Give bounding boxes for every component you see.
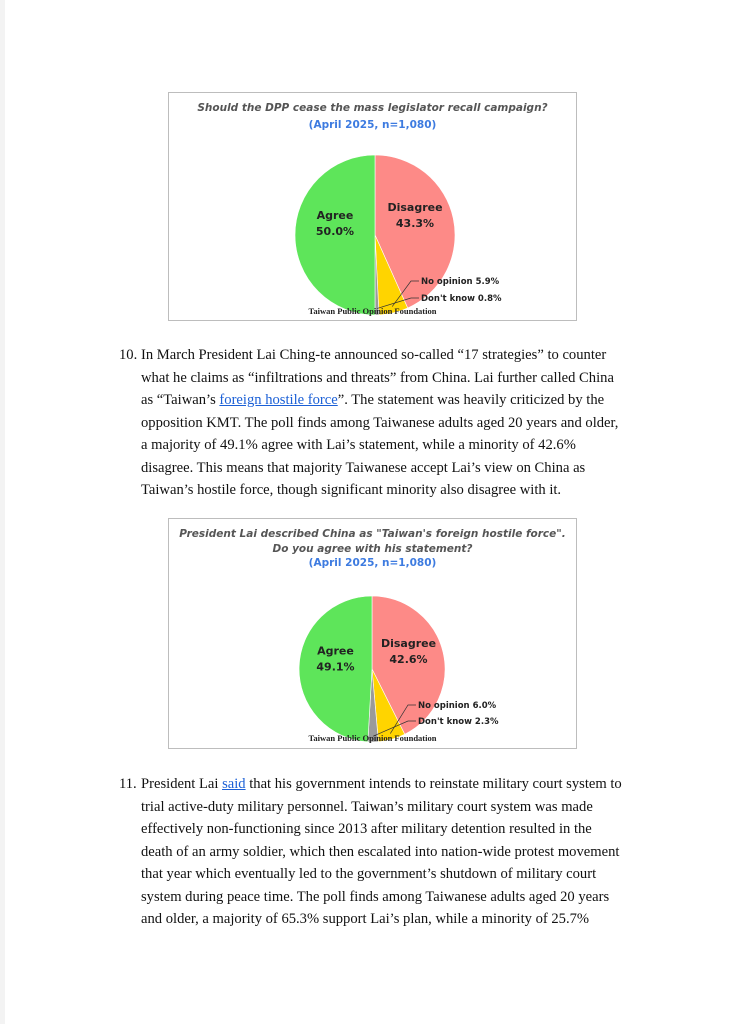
pie-svg — [169, 93, 576, 320]
chart-title: Should the DPP cease the mass legislator recall campaign? — [197, 102, 548, 114]
text-line: death of an army soldier, which then escalated into nation-wide protest movement — [141, 843, 620, 860]
slice-label: Disagree — [380, 637, 437, 651]
hostile-force-pie-chart — [168, 518, 577, 749]
callout-label: No opinion 5.9% — [421, 277, 500, 287]
text-line: system during peace time. The poll finds among Taiwanese adults aged 20 years — [141, 888, 610, 905]
chart-title-line-1: President Lai described China as "Taiwan's foreign hostile force". — [179, 528, 566, 540]
text-line: what he claims as “infiltrations and threats” from China. Lai further called China — [141, 369, 614, 386]
list-number: 11. — [119, 776, 137, 792]
text-segment: as “Taiwan’s — [141, 392, 220, 408]
said-link[interactable]: said — [222, 776, 246, 792]
text-line: disagree. This means that majority Taiwanese accept Lai’s view on China as — [141, 459, 586, 476]
text-line: opposition KMT. The poll finds among Taiwanese adults aged 20 years and older, — [141, 414, 619, 431]
chart-source: Taiwan Public Opinion Foundation — [308, 733, 437, 743]
foreign-hostile-force-link[interactable]: foreign hostile force — [219, 392, 338, 408]
list-number: 10. — [119, 347, 138, 363]
text-line: a majority of 49.1% agree with Lai’s statement, while a minority of 42.6% — [141, 437, 576, 453]
text-line: In March President Lai Ching-te announced so-called “17 strategies” to counter — [141, 347, 607, 363]
text-line — [141, 389, 629, 412]
callout-label: Don't know 2.3% — [418, 717, 499, 727]
pie-svg — [169, 519, 576, 748]
chart-subtitle: (April 2025, n=1,080) — [308, 119, 437, 131]
text-line: effectively non-functioning since 2013 after military detention resulted in the — [141, 821, 592, 837]
slice-label: Agree — [317, 644, 354, 658]
chart-subtitle: (April 2025, n=1,080) — [308, 557, 437, 569]
text-segment: that his government intends to reinstate military court system to — [245, 776, 622, 792]
document-page — [5, 0, 731, 1024]
text-line — [141, 773, 629, 796]
chart-title-line-2: Do you agree with his statement? — [272, 543, 473, 555]
paragraph-11 — [119, 773, 629, 931]
callout-label: Don't know 0.8% — [421, 294, 502, 304]
text-line: Taiwan’s hostile force, though significant minority also disagree with it. — [141, 482, 562, 498]
slice-label: Disagree — [387, 201, 443, 214]
chart-source: Taiwan Public Opinion Foundation — [308, 306, 437, 316]
slice-value-label: 43.3% — [395, 217, 435, 230]
recall-campaign-pie-chart — [168, 92, 577, 321]
text-segment: President Lai — [141, 776, 223, 792]
callout-label: No opinion 6.0% — [418, 701, 497, 711]
text-line: trial active-duty military personnel. Taiwan’s military court system was made — [141, 798, 593, 815]
slice-value-label: 49.1% — [316, 660, 355, 674]
text-line: that year which eventually led to the government’s shutdown of military court — [141, 866, 597, 882]
text-line: and older, a majority of 65.3% support Lai’s plan, while a minority of 25.7% — [141, 911, 590, 927]
slice-label: Agree — [316, 209, 354, 222]
slice-value-label: 50.0% — [315, 225, 355, 238]
slice-value-label: 42.6% — [389, 653, 428, 667]
paragraph-10 — [119, 344, 629, 502]
text-segment: ”. The statement was heavily criticized by the — [337, 392, 605, 408]
